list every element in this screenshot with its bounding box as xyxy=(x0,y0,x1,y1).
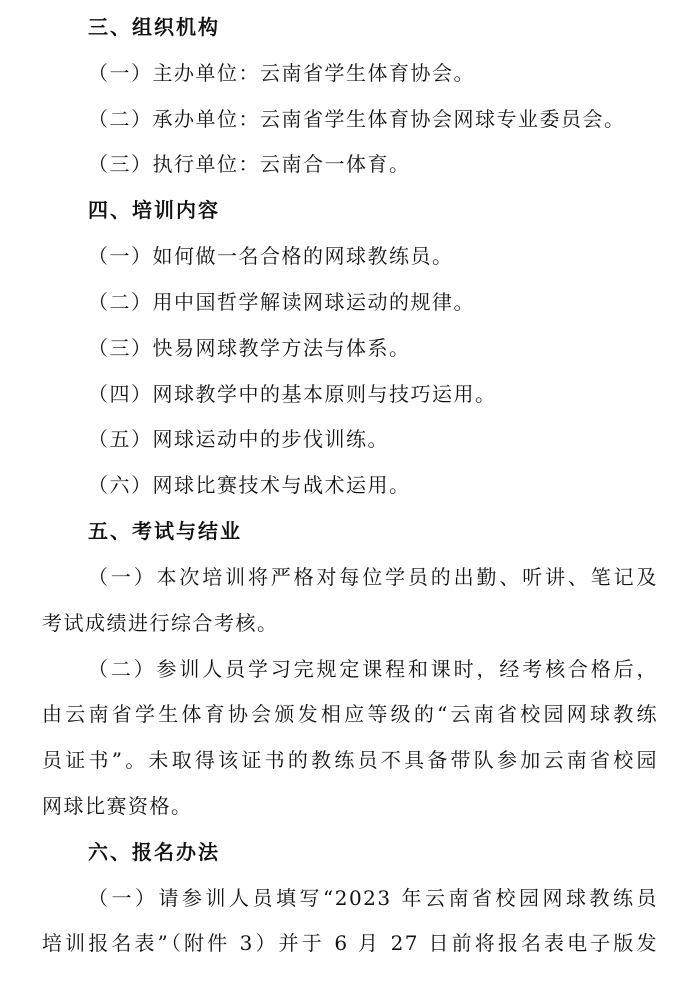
paragraph-line: （一）本次培训将严格对每位学员的出勤、听讲、笔记及 xyxy=(88,565,658,589)
section-heading-exam: 五、考试与结业 xyxy=(88,519,242,543)
paragraph-line: 网球比赛资格。 xyxy=(42,794,193,818)
paragraph-line: （二）参训人员学习完规定课程和课时，经考核合格后， xyxy=(88,657,658,681)
list-item: （六）网球比赛技术与战术运用。 xyxy=(88,473,411,497)
section-heading-organization: 三、组织机构 xyxy=(88,15,220,39)
paragraph-line: 培训报名表”（附件 3）并于 6 月 27 日前将报名表电子版发 xyxy=(42,931,658,955)
paragraph-line: 员证书”。未取得该证书的教练员不具备带队参加云南省校园 xyxy=(42,748,658,772)
list-item: （二）承办单位：云南省学生体育协会网球专业委员会。 xyxy=(88,107,626,131)
list-item: （三）快易网球教学方法与体系。 xyxy=(88,336,411,360)
list-item: （一）主办单位：云南省学生体育协会。 xyxy=(88,61,475,85)
list-item: （四）网球教学中的基本原则与技巧运用。 xyxy=(88,382,497,406)
paragraph-line: （一）请参训人员填写“2023 年云南省校园网球教练员 xyxy=(88,886,658,910)
paragraph-line: 由云南省学生体育协会颁发相应等级的“云南省校园网球教练 xyxy=(42,702,658,726)
list-item: （三）执行单位：云南合一体育。 xyxy=(88,152,411,176)
list-item: （二）用中国哲学解读网球运动的规律。 xyxy=(88,290,475,314)
paragraph-line: 考试成绩进行综合考核。 xyxy=(42,611,279,635)
section-heading-registration: 六、报名办法 xyxy=(88,840,220,864)
section-heading-training-content: 四、培训内容 xyxy=(88,198,220,222)
list-item: （五）网球运动中的步伐训练。 xyxy=(88,427,389,451)
list-item: （一）如何做一名合格的网球教练员。 xyxy=(88,244,454,268)
